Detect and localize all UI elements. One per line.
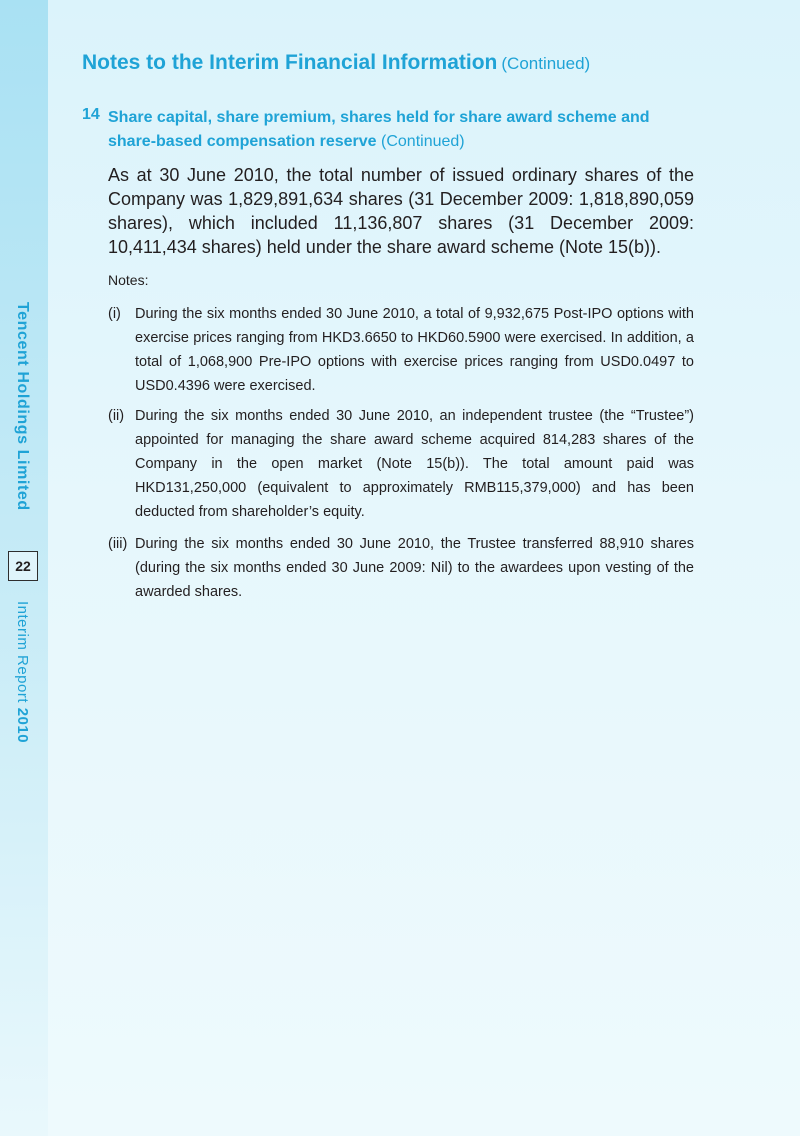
section-title-continued: (Continued) [381, 133, 465, 150]
page-title-continued: (Continued) [501, 54, 591, 73]
note-text: During the six months ended 30 June 2010, the Trustee transferred 88,910 shares (during the six months ended 30 June 2009: Nil) to the awardees upon vesting of the awarded shares. [135, 536, 694, 600]
lead-paragraph: As at 30 June 2010, the total number of issued ordinary shares of the Company was 1,829,891,634 shares (31 December 2009: 1,818,890,059 shares), which included 11,136,807 shares (31 December 2009: 10,411,434 shares) held under the share award scheme (Note 15(b)). [108, 165, 694, 257]
sidebar-company-name: Tencent Holdings Limited [14, 302, 31, 511]
sidebar-report-title [14, 601, 31, 743]
note-marker: (iii) [108, 536, 128, 552]
note-text: During the six months ended 30 June 2010, a total of 9,932,675 Post-IPO options with exercise prices ranging from HKD3.6650 to HKD60.5900 were exercised. In addition, a total of 1,068,900 Pre-IPO options with exercise prices ranging from USD0.0497 to USD0.4396 were exercised. [135, 306, 694, 394]
note-marker: (i) [108, 306, 121, 322]
section-number: 14 [82, 106, 100, 123]
note-item [108, 302, 694, 398]
section-heading [108, 106, 694, 154]
page-title [82, 51, 590, 75]
notes-label: Notes: [108, 272, 149, 288]
note-item [108, 404, 694, 524]
sidebar-report-year: 2010 [14, 707, 31, 744]
note-text: During the six months ended 30 June 2010, an independent trustee (the “Trustee”) appointed for managing the share award scheme acquired 814,283 shares of the Company in the open market (Note 15(b)). The total amount paid was HKD131,250,000 (equivalent to approximately RMB115,379,000) and has been deducted from shareholder’s equity. [135, 408, 694, 520]
sidebar-report-prefix: Interim Report [14, 601, 31, 708]
note-item [108, 532, 694, 604]
page-number: 22 [8, 551, 38, 581]
section-title-text: Share capital, share premium, shares held for share award scheme and share-based compensation reserve [108, 109, 650, 150]
page-title-text: Notes to the Interim Financial Information [82, 51, 498, 74]
note-marker: (ii) [108, 408, 125, 424]
